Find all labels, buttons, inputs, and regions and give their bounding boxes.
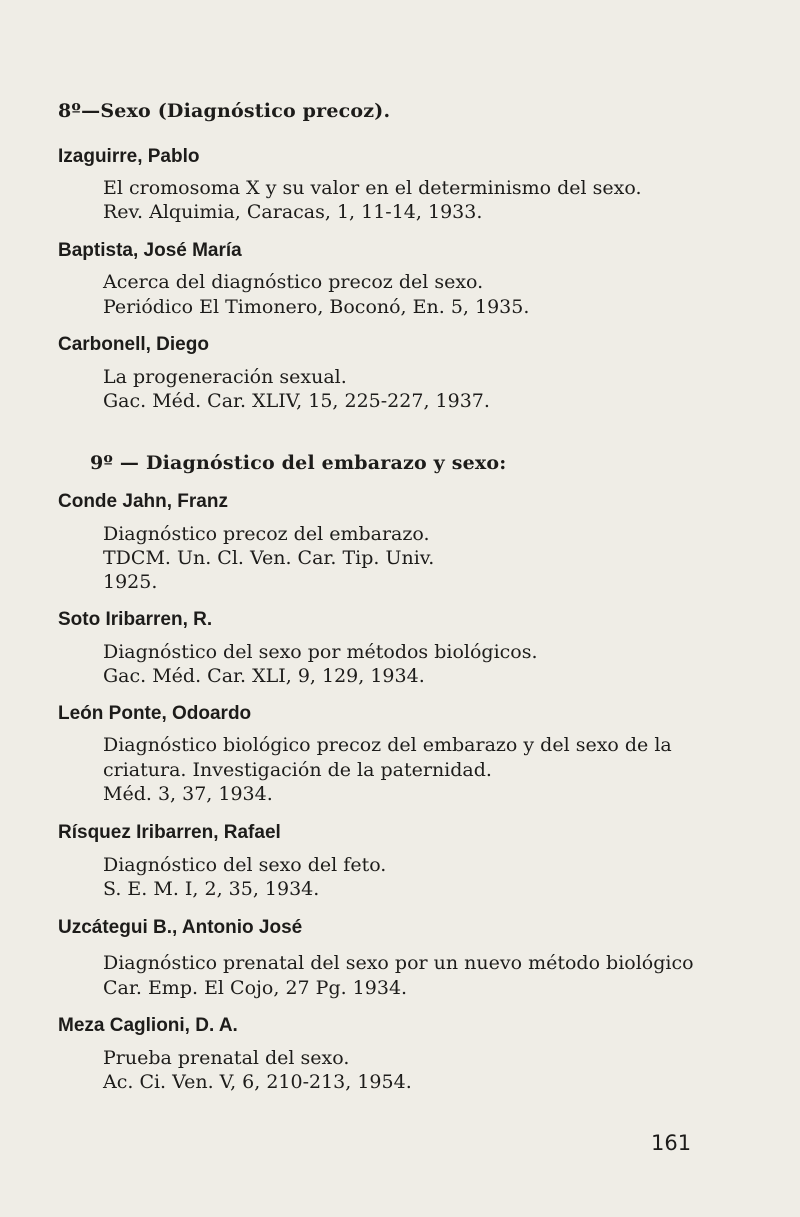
entry-author: Meza Caglioni, D. A.: [58, 1015, 238, 1036]
entry-title: criatura. Investigación de la paternidad.: [103, 759, 492, 781]
entry-title: Diagnóstico del sexo del feto.: [103, 854, 387, 876]
entry-author: Uzcátegui B., Antonio José: [58, 917, 303, 938]
entry-author: Baptista, José María: [58, 240, 242, 261]
entry-author: Carbonell, Diego: [58, 334, 209, 355]
entry-citation: Rev. Alquimia, Caracas, 1, 11-14, 1933.: [103, 201, 483, 223]
section-8-heading: 8º—Sexo (Diagnóstico precoz).: [58, 100, 391, 122]
entry-citation: Periódico El Timonero, Boconó, En. 5, 1935.: [103, 296, 530, 318]
entry-title: La progeneración sexual.: [103, 366, 347, 388]
entry-citation: Car. Emp. El Cojo, 27 Pg. 1934.: [103, 977, 408, 999]
entry-title: El cromosoma X y su valor en el determinismo del sexo.: [103, 177, 642, 199]
entry-citation: S. E. M. I, 2, 35, 1934.: [103, 878, 320, 900]
entry-title: Diagnóstico del sexo por métodos biológicos.: [103, 641, 538, 663]
page-number: 161: [651, 1131, 692, 1155]
entry-citation: 1925.: [103, 571, 158, 593]
entry-citation: Méd. 3, 37, 1934.: [103, 783, 273, 805]
entry-title: Diagnóstico precoz del embarazo.: [103, 523, 430, 545]
entry-author: Soto Iribarren, R.: [58, 609, 213, 630]
entry-citation: TDCM. Un. Cl. Ven. Car. Tip. Univ.: [103, 547, 435, 569]
entry-author: Izaguirre, Pablo: [58, 146, 200, 167]
entry-title: Diagnóstico prenatal del sexo por un nuevo método biológico: [103, 952, 694, 974]
entry-author: Rísquez Iribarren, Rafael: [58, 822, 281, 843]
entry-author: León Ponte, Odoardo: [58, 703, 252, 724]
entry-citation: Gac. Méd. Car. XLI, 9, 129, 1934.: [103, 665, 425, 687]
entry-citation: Ac. Ci. Ven. V, 6, 210-213, 1954.: [103, 1071, 412, 1093]
entry-title: Diagnóstico biológico precoz del embarazo y del sexo de la: [103, 734, 672, 756]
entry-author: Conde Jahn, Franz: [58, 491, 228, 512]
entry-title: Prueba prenatal del sexo.: [103, 1047, 350, 1069]
section-9-heading: 9º — Diagnóstico del embarazo y sexo:: [90, 452, 507, 474]
entry-title: Acerca del diagnóstico precoz del sexo.: [103, 271, 484, 293]
entry-citation: Gac. Méd. Car. XLIV, 15, 225-227, 1937.: [103, 390, 490, 412]
